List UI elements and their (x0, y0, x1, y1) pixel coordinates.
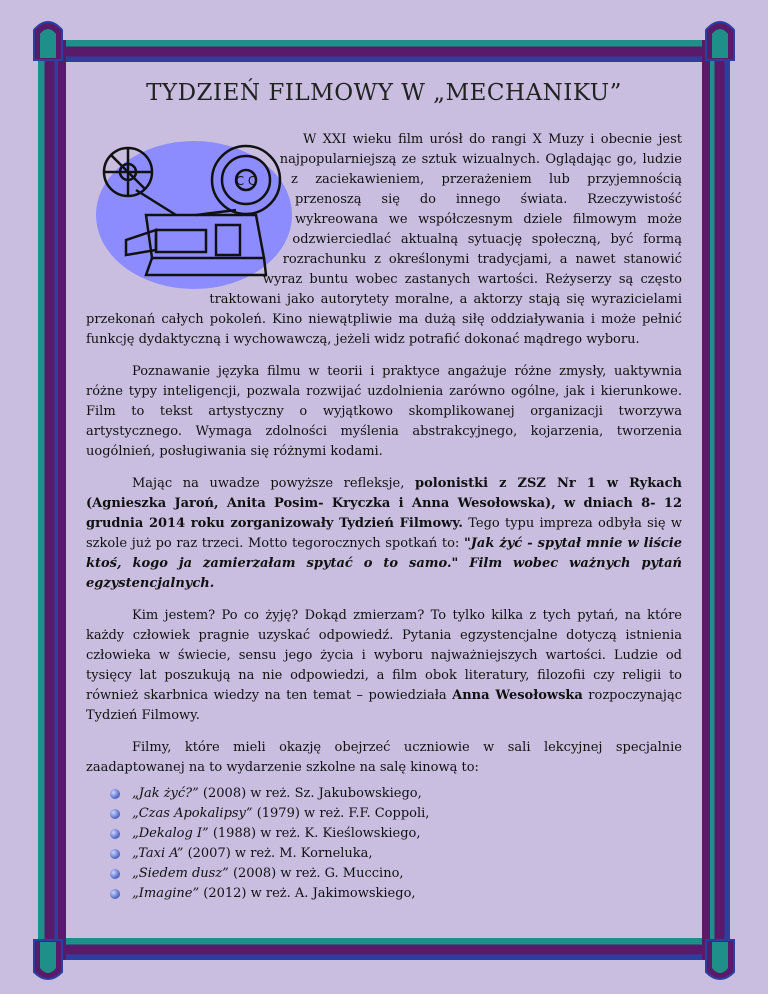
film-title: „Siedem dusz” (132, 866, 229, 881)
film-title: „Czas Apokalipsy” (132, 806, 253, 821)
list-item (110, 864, 682, 884)
frame-right-inner (702, 40, 710, 960)
frame-right-outer (708, 40, 730, 960)
paragraph-2: Poznawanie języka filmu w teorii i praktyce angażuje różne zmysły, uaktywnia różne typy inteligencji, pozwala rozwijać uzdolnienia zarówno ogólne, jak i kierunkowe. Film to tekst artystyczny o wyjątkowo skomplikowanej organizacji tworzywa artystycznego. Wymaga zdolności myślenia abstrakcyjnego, kojarzenia, tworzenia uogólnień, posługiwania się różnymi kodami. (86, 364, 682, 459)
paragraph-4-end: rozpoczynając Tydzień Filmowy. (86, 688, 682, 723)
paragraph-3-intro: Mając na uwadze powyższe refleksje, (132, 476, 416, 491)
film-details: (2008) w reż. G. Muccino, (228, 866, 404, 881)
paragraph-3-middle: Tego typu impreza odbyła się w szkole już po raz trzeci. Motto tegorocznych spotkań to: (86, 516, 682, 551)
list-item (110, 784, 682, 804)
paragraph-1: W XXI wieku film urósł do rangi X Muzy i obecnie jest najpopularniejszą ze sztuk wizualnych. Oglądając go, ludzie z zaciekawieniem, przerażeniem lub przyjemnością przenoszą się do innego świata. Rzeczywistość wykreowana we współczesnym dziele filmowym może odzwierciedlać aktualną sytuację społeczną, być formą rozrachunku z określonymi tradycjami, a nawet stanowić wyraz buntu wobec zastanych wartości. Reżyserzy są często traktowani jako autorytety moralne, a aktorzy stają się wyrazicielami przekonań całych pokoleń. Kino niewątpliwie ma dużą siłę oddziaływania i może pełnić funkcję dydaktyczną i wychowawczą, jeżeli widz potrafić dokonać mądrego wyboru. (86, 132, 682, 347)
film-details: (1988) w reż. K. Kieślowskiego, (208, 826, 421, 841)
list-item (110, 884, 682, 904)
bullet-icon (110, 889, 120, 899)
film-title: „Jak żyć?” (132, 786, 199, 801)
frame-left-outer (38, 40, 60, 960)
paragraph-3-motto: "Jak żyć - spytał mnie w liście ktoś, kogo ja zamierzałam spytać o to samo." Film wobec ważnych pytań egzystencjalnych. (86, 536, 683, 591)
frame-top (55, 40, 713, 62)
list-item (110, 844, 682, 864)
list-item (110, 804, 682, 824)
paragraph-5: Filmy, które mieli okazję obejrzeć uczniowie w sali lekcyjnej specjalnie zaadaptowanej na to wydarzenie szkolne na salę kinową to: (86, 740, 682, 775)
film-title: „Imagine” (132, 886, 200, 901)
bullet-icon (110, 849, 120, 859)
frame-left-inner (58, 40, 66, 960)
bullet-icon (110, 869, 120, 879)
svg-text:C C: C C (235, 174, 257, 188)
list-item (110, 824, 682, 844)
bullet-icon (110, 789, 120, 799)
corner-ornament-tl (34, 22, 62, 60)
page-title: TYDZIEŃ FILMOWY W „MECHANIKU” (146, 80, 622, 106)
frame-bottom (55, 938, 713, 960)
film-title: „Taxi A” (132, 846, 184, 861)
film-list (110, 784, 682, 904)
paragraph-3-organizers: polonistki z ZSZ Nr 1 w Rykach (Agnieszka Jaroń, Anita Posim- Kryczka i Anna Wesołowska), w dniach 8- 12 grudnia 2014 roku zorganizowały Tydzień Filmowy. (86, 476, 682, 531)
film-details: (2012) w reż. A. Jakimowskiego, (199, 886, 416, 901)
film-details: (1979) w reż. F.F. Coppoli, (252, 806, 430, 821)
paragraph-4-body: Kim jestem? Po co żyję? Dokąd zmierzam? To tylko kilka z tych pytań, na które każdy człowiek pragnie uzyskać odpowiedź. Pytania egzystencjalne dotyczą istnienia człowieka w świecie, sensu jego życia i wyboru najważniejszych wartości. Ludzie od tysięcy lat poszukują na nie odpowiedzi, a film obok literatury, filozofii czy religii to również skarbnica wiedzy na ten temat – powiedziała (86, 608, 682, 703)
paragraph-4-speaker: Anna Wesołowska (452, 688, 583, 703)
corner-ornament-tr (706, 22, 734, 60)
film-details: (2008) w reż. Sz. Jakubowskiego, (198, 786, 422, 801)
film-title: „Dekalog I” (132, 826, 209, 841)
paragraph-4 (86, 606, 682, 726)
article (86, 80, 682, 904)
bullet-icon (110, 829, 120, 839)
film-details: (2007) w reż. M. Korneluka, (183, 846, 373, 861)
paragraph-3 (86, 474, 682, 594)
bullet-icon (110, 809, 120, 819)
corner-ornament-br (706, 940, 734, 979)
corner-ornament-bl (34, 940, 62, 979)
film-projector-icon (86, 130, 296, 290)
